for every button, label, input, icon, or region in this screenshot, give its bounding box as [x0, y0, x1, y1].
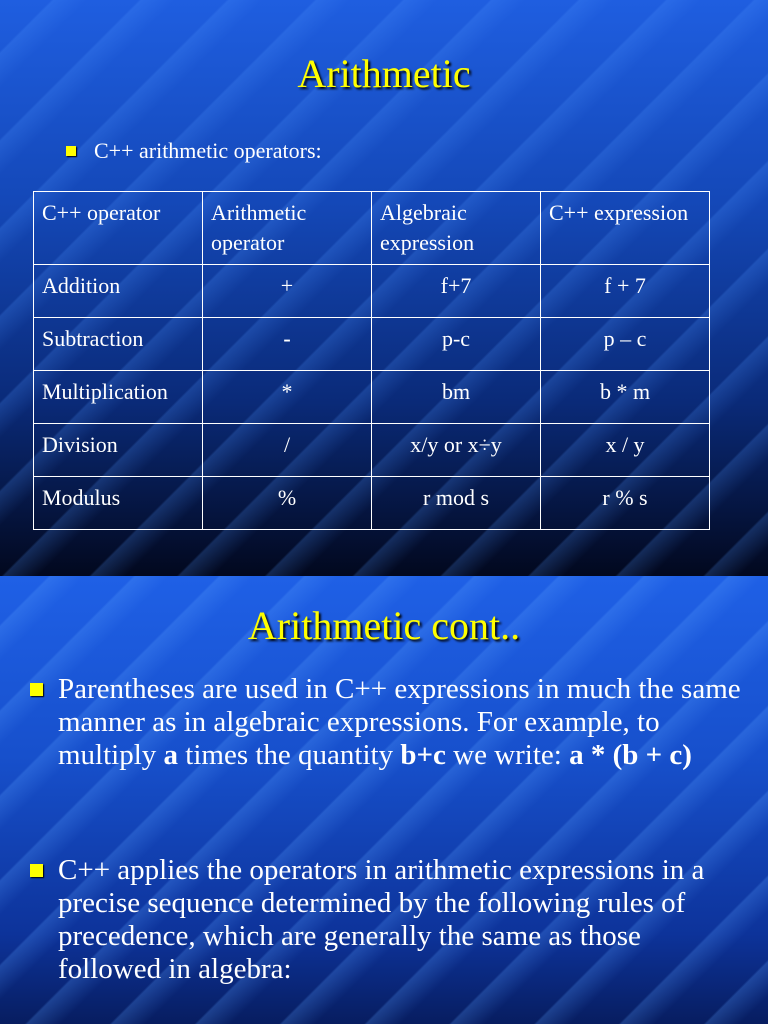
table-cell: %: [203, 477, 372, 530]
bullet-text: [58, 673, 750, 772]
text-run: Parentheses are used in C++ expressions in much the same manner as in algebraic expressions. For example, to multiply: [58, 673, 741, 771]
slide-arithmetic-cont: [0, 576, 768, 1024]
table-cell: p-c: [372, 318, 541, 371]
slide-title: Arithmetic cont..: [247, 603, 521, 648]
table-cell: p – c: [541, 318, 710, 371]
text-run: we write:: [445, 739, 570, 771]
table-row: [34, 318, 710, 371]
table-row: [34, 371, 710, 424]
header-cell: C++ operator: [34, 192, 203, 265]
bold-run: a * (b + c): [569, 739, 692, 771]
table-cell: r mod s: [372, 477, 541, 530]
bullet-item: [30, 673, 750, 772]
bullet-item: [30, 854, 750, 986]
table-cell: f + 7: [541, 265, 710, 318]
table-cell: +: [203, 265, 372, 318]
table-cell: r % s: [541, 477, 710, 530]
operators-table: [33, 191, 710, 530]
text-run: times the quantity: [178, 739, 401, 771]
table-cell: Addition: [34, 265, 203, 318]
table-cell: Modulus: [34, 477, 203, 530]
slide-title: Arithmetic: [297, 51, 471, 96]
table-cell: b * m: [541, 371, 710, 424]
bold-run: b+c: [400, 739, 446, 771]
header-cell: C++ expression: [541, 192, 710, 265]
table-cell: x / y: [541, 424, 710, 477]
header-cell: Algebraic expression: [372, 192, 541, 265]
bullet-item: [66, 138, 322, 164]
square-bullet-icon: [66, 146, 76, 156]
table-cell: x/y or x÷y: [372, 424, 541, 477]
bullet-text: C++ arithmetic operators:: [94, 138, 322, 163]
table-cell: f+7: [372, 265, 541, 318]
table-cell: /: [203, 424, 372, 477]
table-row: [34, 477, 710, 530]
table-cell: Division: [34, 424, 203, 477]
bullet-text: C++ applies the operators in arithmetic expressions in a precise sequence determined by the following rules of precedence, which are generally the same as those followed in algebra:: [58, 854, 705, 985]
table-row: [34, 424, 710, 477]
table-cell: -: [203, 318, 372, 371]
table-cell: Subtraction: [34, 318, 203, 371]
table-cell: Multiplication: [34, 371, 203, 424]
bold-run: a: [163, 739, 179, 771]
table-row: [34, 265, 710, 318]
header-cell: Arithmetic operator: [203, 192, 372, 265]
table-cell: *: [203, 371, 372, 424]
square-bullet-icon: [30, 864, 43, 877]
square-bullet-icon: [30, 683, 43, 696]
table-cell: bm: [372, 371, 541, 424]
table-header-row: [34, 192, 710, 265]
